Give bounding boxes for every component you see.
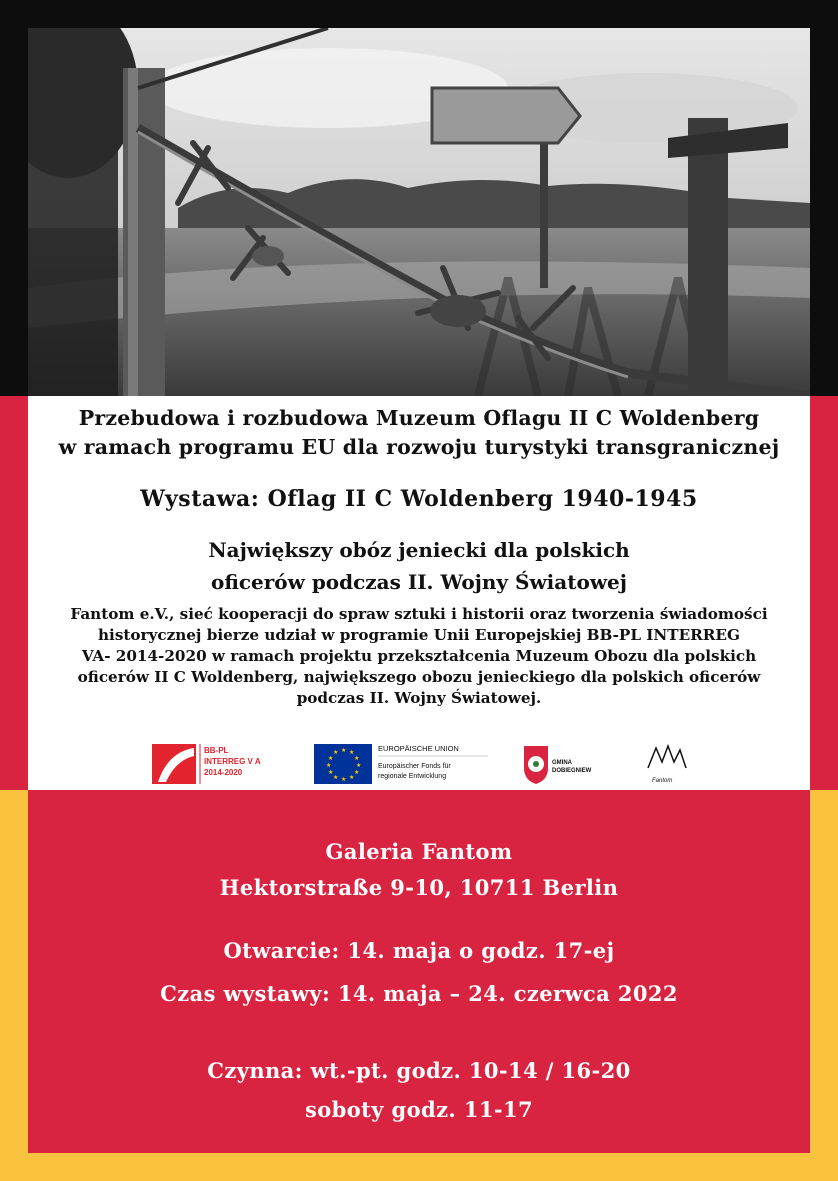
eu-fund-line-1: Europäischer Fonds für [378, 763, 451, 770]
fantom-logo [648, 746, 686, 784]
exhibition-title: Wystawa: Oflag II C Woldenberg 1940-1945 [140, 486, 698, 512]
description-line-1: Fantom e.V., sieć kooperacji do spraw sztuki i historii oraz tworzenia świadomości [70, 605, 768, 623]
description-line-3: VA- 2014-2020 w ramach projektu przekształcenia Muzeum Obozu dla polskich [81, 647, 757, 665]
svg-text:★: ★ [349, 749, 355, 756]
project-intro [28, 404, 810, 462]
description-line-2: historycznej bierze udział w programie Unii Europejskiej BB-PL INTERREG [98, 626, 740, 644]
sponsor-logos [28, 738, 810, 790]
interreg-label-2: INTERREG V A [204, 757, 261, 766]
svg-text:★: ★ [356, 762, 362, 769]
gmina-label-1: GMINA [552, 760, 572, 766]
svg-text:★: ★ [333, 749, 339, 756]
venue-name: Galeria Fantom [325, 839, 513, 864]
description-line-5: podczas II. Wojny Światowej. [296, 689, 542, 707]
exhibition-subtitle [28, 534, 810, 598]
svg-text:★: ★ [341, 747, 347, 754]
gmina-dobiegniew-logo [524, 746, 592, 784]
opening-date: Otwarcie: 14. maja o godz. 17-ej [223, 938, 615, 963]
eu-fund-line-2: regionale Entwicklung [378, 773, 447, 780]
project-description [28, 604, 810, 709]
opening-hours-weekdays: Czynna: wt.-pt. godz. 10-14 / 16-20 [207, 1058, 631, 1083]
intro-line-1: Przebudowa i rozbudowa Muzeum Oflagu II C Woldenberg [78, 406, 760, 430]
eu-title: EUROPÄISCHE UNION [378, 744, 459, 753]
svg-text:★: ★ [328, 769, 334, 776]
svg-text:★: ★ [349, 774, 355, 781]
intro-line-2: w ramach programu EU dla rozwoju turystyki transgranicznej [58, 435, 780, 459]
subtitle-line-1: Największy obóz jeniecki dla polskich [208, 538, 630, 562]
svg-text:★: ★ [341, 776, 347, 783]
svg-text:★: ★ [354, 769, 360, 776]
description-line-4: oficerów II C Woldenberg, największego obozu jenieckiego dla polskich oficerów [77, 668, 761, 686]
barbed-wire-photo [28, 28, 810, 396]
subtitle-line-2: oficerów podczas II. Wojny Światowej [210, 570, 627, 594]
exhibition-duration: Czas wystawy: 14. maja – 24. czerwca 2022 [160, 981, 678, 1006]
venue-address: Hektorstraße 9-10, 10711 Berlin [219, 875, 619, 900]
fantom-label: Fantom [652, 778, 673, 784]
svg-text:★: ★ [354, 755, 360, 762]
interreg-label-1: BB-PL [204, 746, 229, 755]
eu-flag-logo [314, 744, 488, 784]
svg-text:★: ★ [328, 755, 334, 762]
svg-text:★: ★ [326, 762, 332, 769]
gmina-label-2: DOBIEGNIEW [552, 768, 592, 774]
interreg-logo [152, 744, 261, 784]
interreg-label-3: 2014-2020 [204, 768, 243, 777]
opening-hours-saturday: soboty godz. 11-17 [304, 1097, 534, 1122]
svg-text:★: ★ [333, 774, 339, 781]
